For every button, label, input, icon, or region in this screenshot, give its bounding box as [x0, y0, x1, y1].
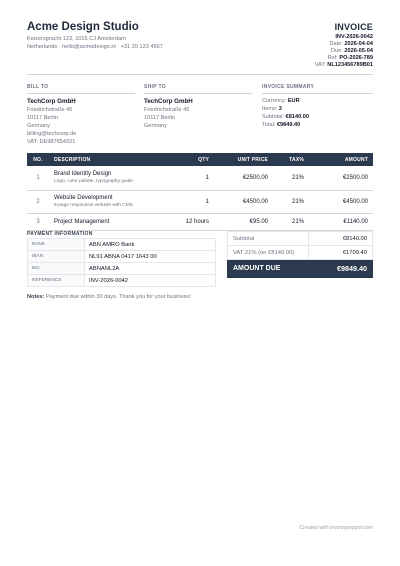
item-subtitle: Logo, color palette, typography guide	[54, 179, 133, 185]
subtotal-row	[228, 232, 373, 246]
payment-row	[28, 263, 216, 275]
row-qty: 1	[170, 190, 214, 213]
row-tax: 21%	[273, 166, 309, 190]
ship-to-name: TechCorp GmbH	[144, 98, 193, 105]
company-name: Acme Design Studio	[27, 21, 139, 33]
item-title: Website Development	[54, 195, 113, 201]
row-tax: 21%	[273, 190, 309, 213]
notes-label: Notes:	[27, 294, 45, 300]
invoice-summary-section	[262, 84, 373, 129]
ship-to-street: Friedrichstraße 45	[144, 107, 190, 113]
ship-to-heading: SHIP TO	[144, 84, 252, 94]
footer-credit: Created with invoicepeppol.com	[299, 525, 373, 531]
notes	[27, 294, 191, 300]
col-header-amount: AMOUNT	[309, 153, 373, 166]
payment-label: REFERENCE	[28, 275, 85, 287]
notes-text: Payment due within 30 days. Thank you for your business!	[45, 294, 191, 300]
row-description	[49, 166, 170, 190]
invoice-title: INVOICE	[334, 22, 373, 32]
row-number: 2	[27, 190, 49, 213]
ship-to-city: 10117 Berlin	[144, 115, 175, 121]
item-subtitle: 5-page responsive website with CMS	[54, 203, 133, 208]
row-amount: €4500.00	[309, 190, 373, 213]
company-address: Keizersgracht 123, 1015 CJ Amsterdam	[27, 36, 126, 42]
row-number: 3	[27, 213, 49, 230]
item-title: Brand Identity Design	[54, 171, 112, 178]
row-description	[49, 213, 170, 230]
vat-value: €1709.40	[309, 246, 373, 260]
row-number: 1	[27, 166, 49, 190]
row-unit-price: €4500.00	[214, 190, 273, 213]
col-header-description: DESCRIPTION	[49, 153, 170, 166]
ship-to-country: Germany	[144, 123, 168, 129]
seller-vat: VAT: NL123456789B01	[314, 62, 373, 68]
row-description	[49, 190, 170, 213]
subtotal-label: Subtotal	[228, 232, 309, 246]
payment-row	[28, 275, 216, 287]
col-header-no: NO.	[27, 153, 49, 166]
payment-value: INV-2026-0042	[85, 275, 216, 287]
payment-label: IBAN	[28, 251, 85, 263]
payment-value: ABN AMRO Bank	[85, 239, 216, 251]
payment-info-heading: PAYMENT INFORMATION	[27, 231, 93, 237]
vat-label: VAT 21% (on €8140.00)	[228, 246, 309, 260]
table-row	[27, 213, 373, 230]
row-qty: 12 hours	[170, 213, 214, 230]
bill-to-heading: BILL TO	[27, 84, 135, 94]
payment-value: NL91 ABNA 0417 1643 00	[85, 251, 216, 263]
table-row	[27, 190, 373, 213]
row-unit-price: €95.00	[214, 213, 273, 230]
invoice-reference: Ref: PO-2026-789	[327, 55, 373, 61]
payment-row	[28, 251, 216, 263]
bill-to-city: 10117 Berlin	[27, 115, 58, 121]
payment-label: BIC	[28, 263, 85, 275]
summary-total: Total: €9849.40	[262, 122, 301, 128]
summary-subtotal: Subtotal: €8140.00	[262, 114, 309, 120]
totals-table	[227, 231, 373, 278]
row-amount: €2500.00	[309, 166, 373, 190]
bill-to-name: TechCorp GmbH	[27, 98, 76, 105]
amount-due-label: AMOUNT DUE	[228, 260, 309, 278]
payment-value: ABNANL2A	[85, 263, 216, 275]
header-divider	[27, 74, 373, 75]
row-amount: €1140.00	[309, 213, 373, 230]
vat-row	[228, 246, 373, 260]
row-unit-price: €2500.00	[214, 166, 273, 190]
subtotal-value: €8140.00	[309, 232, 373, 246]
payment-row	[28, 239, 216, 251]
amount-due-value: €9849.40	[309, 260, 373, 278]
row-qty: 1	[170, 166, 214, 190]
amount-due-row	[228, 260, 373, 278]
col-header-tax: TAX%	[273, 153, 309, 166]
summary-items: Items: 3	[262, 106, 282, 112]
summary-heading: INVOICE SUMMARY	[262, 84, 373, 94]
col-header-unit-price: UNIT PRICE	[214, 153, 273, 166]
row-tax: 21%	[273, 213, 309, 230]
company-contact: Netherlands · hello@acmedesign.nl · +31 20 123 4567	[27, 44, 163, 50]
bill-to-country: Germany	[27, 123, 51, 129]
bill-to-street: Friedrichstraße 45	[27, 107, 73, 113]
invoice-date: Date: 2026-04-04	[329, 41, 373, 47]
ship-to-section	[144, 84, 252, 130]
bill-to-email: billing@techcorp.de	[27, 131, 77, 137]
bill-to-section	[27, 84, 135, 146]
payment-info-table	[27, 238, 216, 287]
invoice-due-date: Due: 2026-05-04	[330, 48, 373, 54]
bill-to-vat: VAT: DE987654321	[27, 139, 76, 145]
table-row	[27, 166, 373, 190]
item-title: Project Management	[54, 218, 110, 225]
table-header-row	[27, 153, 373, 166]
col-header-qty: QTY	[170, 153, 214, 166]
summary-currency: Currency: EUR	[262, 98, 300, 104]
payment-label: BANK	[28, 239, 85, 251]
line-items-table	[27, 153, 373, 231]
invoice-number: INV-2026-0042	[335, 34, 373, 40]
